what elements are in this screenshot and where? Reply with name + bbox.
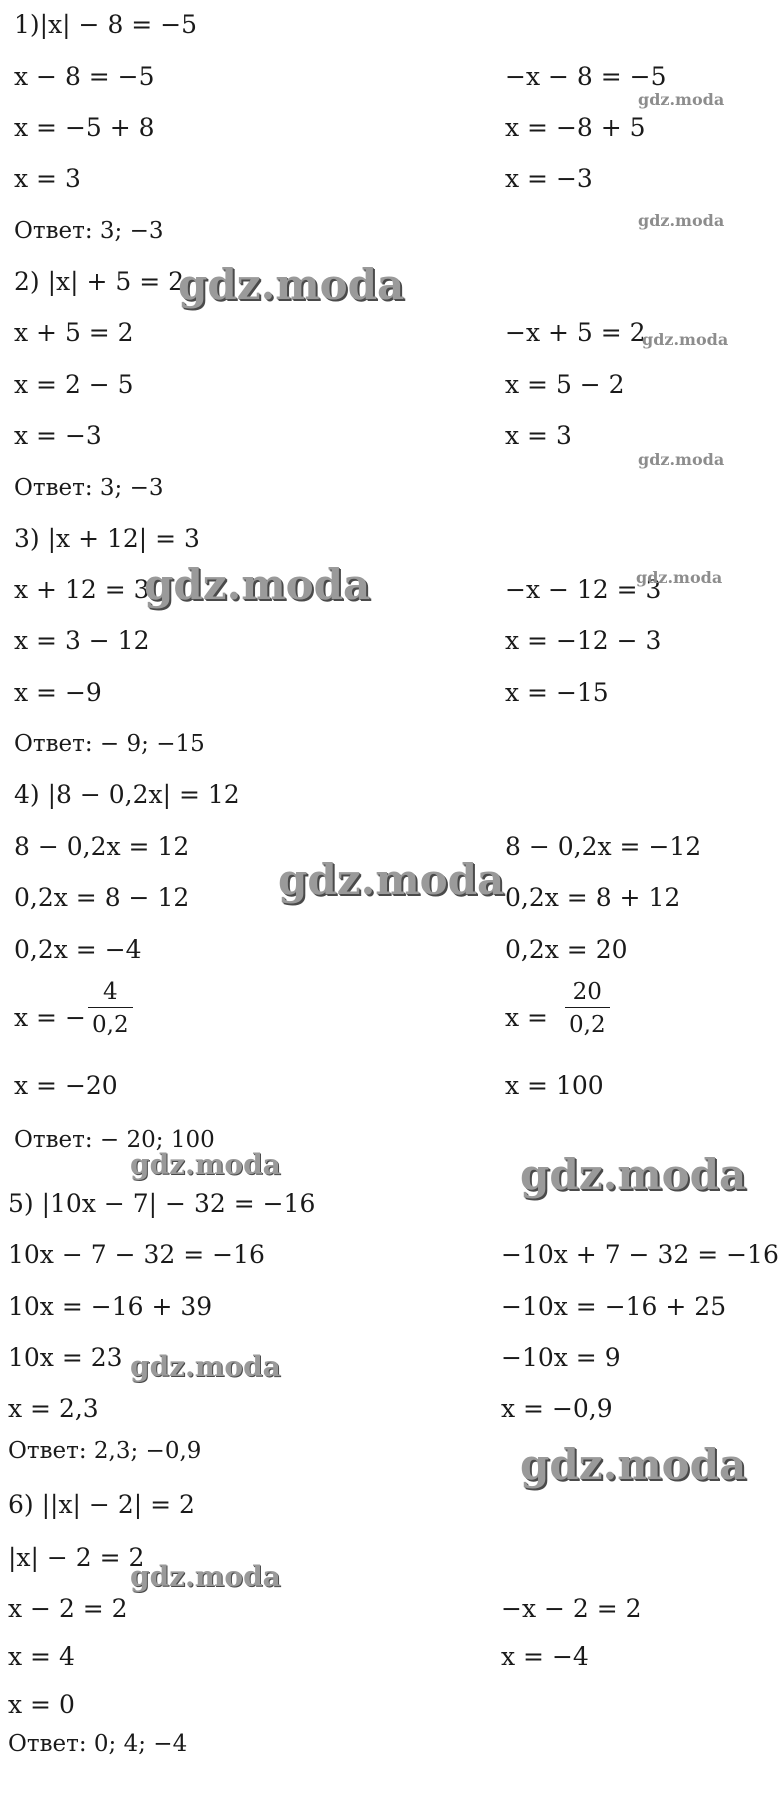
problem-2-answer: Ответ: 3; −3 bbox=[14, 475, 164, 501]
problem-1-left-step-1: x − 8 = −5 bbox=[14, 62, 155, 91]
problem-2-header: 2) |x| + 5 = 2 bbox=[14, 267, 185, 296]
problem-5-left-step-3: 10x = 23 bbox=[8, 1343, 123, 1372]
fraction-denominator: 0,2 bbox=[569, 1012, 606, 1038]
problem-4-answer: Ответ: − 20; 100 bbox=[14, 1127, 215, 1153]
problem-1-right-step-3: x = −3 bbox=[505, 164, 593, 193]
problem-5-right-step-3: −10x = 9 bbox=[501, 1343, 621, 1372]
watermark: gdz.moda bbox=[638, 211, 725, 230]
watermark: gdz.moda bbox=[278, 855, 505, 904]
problem-6-left-step-1: |x| − 2 = 2 bbox=[8, 1543, 145, 1572]
problem-1-right-step-1: −x − 8 = −5 bbox=[505, 62, 667, 91]
problem-6-left-step-4: x = 0 bbox=[8, 1690, 75, 1719]
problem-6-header: 6) ||x| − 2| = 2 bbox=[8, 1490, 195, 1519]
problem-6-right-step-1: −x − 2 = 2 bbox=[501, 1594, 642, 1623]
problem-4-left-step-5: x = −20 bbox=[14, 1071, 118, 1100]
problem-5-answer: Ответ: 2,3; −0,9 bbox=[8, 1438, 202, 1464]
problem-5-right-step-1: −10x + 7 − 32 = −16 bbox=[501, 1240, 779, 1269]
fraction-bar bbox=[565, 1007, 610, 1008]
problem-4-right-step-2: 0,2x = 8 + 12 bbox=[505, 883, 681, 912]
problem-1-right-step-2: x = −8 + 5 bbox=[505, 113, 646, 142]
problem-3-answer: Ответ: − 9; −15 bbox=[14, 731, 205, 757]
problem-4-left-fraction-prefix: x = − bbox=[14, 1003, 86, 1032]
fraction-numerator: 20 bbox=[572, 979, 602, 1005]
problem-3-right-step-3: x = −15 bbox=[505, 678, 609, 707]
problem-6-answer: Ответ: 0; 4; −4 bbox=[8, 1731, 188, 1757]
watermark: gdz.moda bbox=[178, 260, 405, 309]
problem-4-left-step-3: 0,2x = −4 bbox=[14, 935, 142, 964]
watermark: gdz.moda bbox=[144, 560, 371, 609]
problem-4-header: 4) |8 − 0,2x| = 12 bbox=[14, 780, 240, 809]
problem-2-right-step-2: x = 5 − 2 bbox=[505, 370, 625, 399]
watermark: gdz.moda bbox=[520, 1440, 747, 1489]
problem-5-header: 5) |10x − 7| − 32 = −16 bbox=[8, 1189, 316, 1218]
problem-1-left-step-3: x = 3 bbox=[14, 164, 81, 193]
problem-1-answer: Ответ: 3; −3 bbox=[14, 218, 164, 244]
problem-3-right-step-1: −x − 12 = 3 bbox=[505, 575, 662, 604]
problem-2-left-step-1: x + 5 = 2 bbox=[14, 318, 134, 347]
problem-2-left-step-2: x = 2 − 5 bbox=[14, 370, 134, 399]
problem-3-left-step-2: x = 3 − 12 bbox=[14, 626, 150, 655]
watermark: gdz.moda bbox=[636, 568, 723, 587]
fraction-bar bbox=[88, 1007, 133, 1008]
problem-5-left-step-2: 10x = −16 + 39 bbox=[8, 1292, 213, 1321]
problem-4-right-step-3: 0,2x = 20 bbox=[505, 935, 628, 964]
problem-3-left-step-1: x + 12 = 3 bbox=[14, 575, 150, 604]
problem-1-header: 1)|x| − 8 = −5 bbox=[14, 10, 198, 39]
problem-4-left-step-2: 0,2x = 8 − 12 bbox=[14, 883, 190, 912]
watermark: gdz.moda bbox=[638, 450, 725, 469]
problem-3-header: 3) |x + 12| = 3 bbox=[14, 524, 200, 553]
problem-5-left-step-4: x = 2,3 bbox=[8, 1394, 99, 1423]
problem-5-right-step-4: x = −0,9 bbox=[501, 1394, 613, 1423]
problem-3-left-step-3: x = −9 bbox=[14, 678, 102, 707]
problem-4-right-fraction-prefix: x = bbox=[505, 1003, 548, 1032]
problem-5-right-step-2: −10x = −16 + 25 bbox=[501, 1292, 727, 1321]
problem-2-right-step-3: x = 3 bbox=[505, 421, 572, 450]
watermark: gdz.moda bbox=[130, 1350, 281, 1383]
problem-2-right-step-1: −x + 5 = 2 bbox=[505, 318, 646, 347]
problem-2-left-step-3: x = −3 bbox=[14, 421, 102, 450]
fraction-numerator: 4 bbox=[102, 979, 118, 1005]
watermark: gdz.moda bbox=[638, 90, 725, 109]
watermark: gdz.moda bbox=[520, 1150, 747, 1199]
problem-1-left-step-2: x = −5 + 8 bbox=[14, 113, 155, 142]
watermark: gdz.moda bbox=[130, 1148, 281, 1181]
problem-4-left-fraction bbox=[88, 978, 133, 1039]
problem-6-left-step-3: x = 4 bbox=[8, 1642, 75, 1671]
problem-6-left-step-2: x − 2 = 2 bbox=[8, 1594, 128, 1623]
watermark: gdz.moda bbox=[642, 330, 729, 349]
watermark: gdz.moda bbox=[130, 1560, 281, 1593]
fraction-denominator: 0,2 bbox=[92, 1012, 129, 1038]
problem-5-left-step-1: 10x − 7 − 32 = −16 bbox=[8, 1240, 265, 1269]
problem-4-right-step-1: 8 − 0,2x = −12 bbox=[505, 832, 702, 861]
problem-3-right-step-2: x = −12 − 3 bbox=[505, 626, 662, 655]
problem-6-right-step-2: x = −4 bbox=[501, 1642, 589, 1671]
problem-4-left-step-1: 8 − 0,2x = 12 bbox=[14, 832, 190, 861]
problem-4-right-step-5: x = 100 bbox=[505, 1071, 604, 1100]
problem-4-right-fraction bbox=[565, 978, 610, 1039]
